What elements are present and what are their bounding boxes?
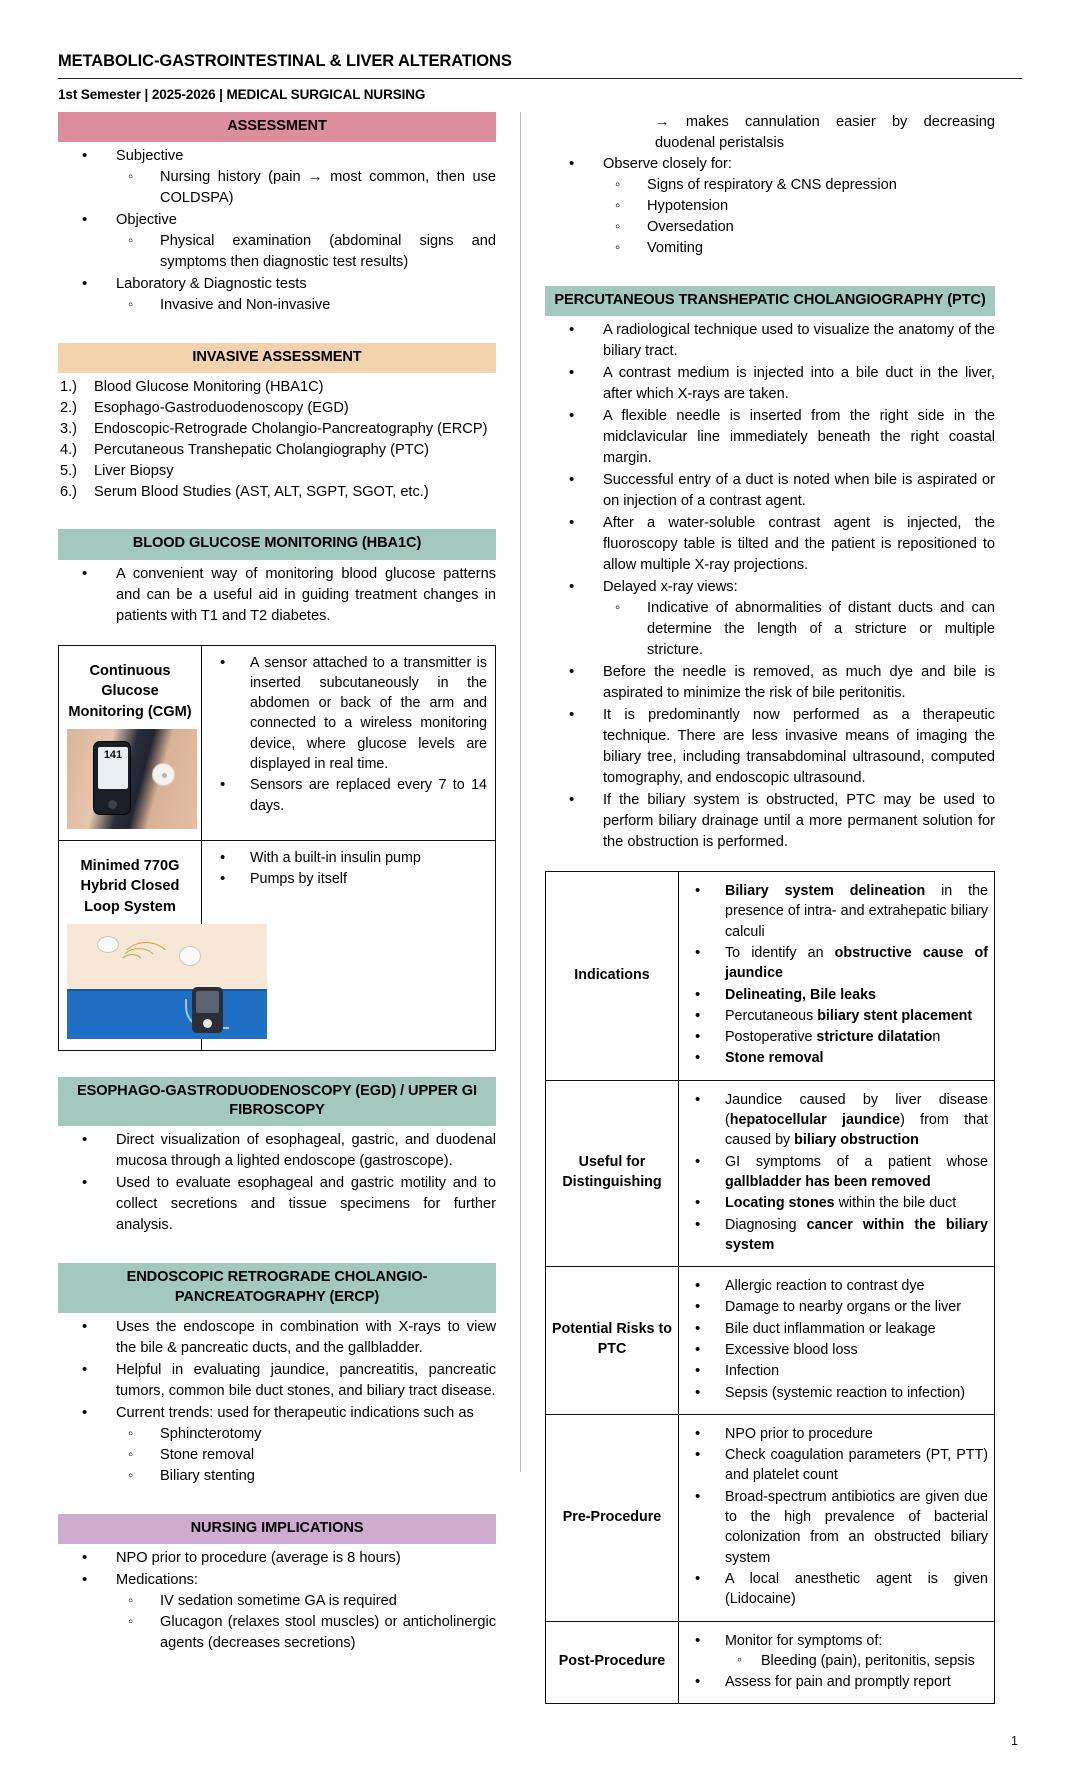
- blood-glucose-list: [58, 564, 496, 627]
- list-item: ◦ Stone removal: [108, 1445, 496, 1466]
- cgm-sensor-icon: [152, 763, 175, 786]
- ptc-row-label-pre: Pre-Procedure: [546, 1414, 679, 1621]
- list-item: ◦ Bleeding (pain), peritonitis, sepsis: [725, 1651, 988, 1671]
- list-item: • Direct visualization of esophageal, gastric, and duodenal mucosa through a lighted endoscope (gastroscope).: [58, 1130, 496, 1172]
- ptc-list: [545, 320, 995, 853]
- list-item: • Sepsis (systemic reaction to infection): [685, 1383, 988, 1403]
- list-item: • After a water-soluble contrast agent is injected, the fluoroscopy table is tilted and the patient is repositioned to allow multiple X-ray projections.: [545, 513, 995, 576]
- list-item: • Pumps by itself: [210, 869, 487, 889]
- table-row: [546, 1621, 995, 1704]
- list-item: • Allergic reaction to contrast dye: [685, 1276, 988, 1296]
- list-item: • Infection: [685, 1361, 988, 1381]
- pump-button-icon: [203, 1019, 212, 1028]
- table-row: [546, 872, 995, 1081]
- list-item: • Biliary system delineation in the presence of intra- and extrahepatic biliary calculi: [685, 881, 988, 942]
- pre-procedure-list: [685, 1424, 988, 1610]
- list-item: • Uses the endoscope in combination with X-rays to view the bile & pancreatic ducts, and the gallbladder.: [58, 1317, 496, 1359]
- list-item: • Before the needle is removed, as much dye and bile is aspirated to minimize the risk of bile peritonitis.: [545, 662, 995, 704]
- list-item: • Helpful in evaluating jaundice, pancreatitis, pancreatic tumors, common bile duct stones, and biliary tract disease.: [58, 1360, 496, 1402]
- ptc-row-label-distinguishing: Useful for Distinguishing: [546, 1080, 679, 1266]
- assessment-list: [58, 146, 496, 316]
- list-item: • Damage to nearby organs or the liver: [685, 1297, 988, 1317]
- invasive-assessment-list: [58, 377, 496, 503]
- table-row: [59, 645, 496, 840]
- list-item: • Used to evaluate esophageal and gastric motility and to collect secretions and tissue specimens for further analysis.: [58, 1173, 496, 1236]
- minimed-row-label: Minimed 770G Hybrid Closed Loop System: [80, 857, 180, 916]
- list-item: • Monitor for symptoms of: ◦ Bleeding (pain), peritonitis, sepsis: [685, 1631, 988, 1672]
- list-item: • A convenient way of monitoring blood glucose patterns and can be a useful aid in guiding treatment changes in patients with T1 and T2 diabetes.: [58, 564, 496, 627]
- table-row: [59, 840, 496, 1050]
- cgm-points-list: [210, 653, 487, 816]
- list-item: • A flexible needle is inserted from the right side in the midclavicular line immediately beneath the right coastal margin.: [545, 406, 995, 469]
- list-item: • GI symptoms of a patient whose gallbladder has been removed: [685, 1152, 988, 1193]
- list-item: 5.) Liver Biopsy: [60, 463, 174, 480]
- list-item: • Check coagulation parameters (PT, PTT) and platelet count: [685, 1445, 988, 1486]
- list-item: ◦ Signs of respiratory & CNS depression: [595, 175, 995, 196]
- list-item: • To identify an obstructive cause of jaundice: [685, 943, 988, 984]
- minimed-points-list: [210, 848, 487, 890]
- list-item: ◦ Biliary stenting: [108, 1466, 496, 1487]
- blood-glucose-banner: BLOOD GLUCOSE MONITORING (HBA1C): [58, 529, 496, 559]
- page-subtitle: 1st Semester | 2025-2026 | MEDICAL SURGICAL NURSING: [58, 86, 426, 102]
- ptc-row-label-post: Post-Procedure: [546, 1621, 679, 1704]
- list-item: • Bile duct inflammation or leakage: [685, 1319, 988, 1339]
- ptc-row-body-indications: [679, 872, 995, 1081]
- list-item: • Stone removal: [685, 1048, 988, 1068]
- list-item: • If the biliary system is obstructed, PTC may be used to perform biliary drainage until a more permanent solution for the obstruction is performed.: [545, 790, 995, 853]
- meter-reading: 141: [98, 747, 128, 789]
- column-divider: [520, 112, 521, 1472]
- list-item: 6.) Serum Blood Studies (AST, ALT, SGPT, SGOT, etc.): [60, 484, 429, 501]
- list-item: • Objective ◦ Physical examination (abdominal signs and symptoms then diagnostic test results): [58, 210, 496, 273]
- ercp-banner: ENDOSCOPIC RETROGRADE CHOLANGIO-PANCREATOGRAPHY (ERCP): [58, 1263, 496, 1313]
- pump-screen: [196, 991, 219, 1013]
- ptc-details-table: [545, 871, 995, 1704]
- list-item: ◦ Glucagon (relaxes stool muscles) or anticholinergic agents (decreases secretions): [108, 1612, 496, 1654]
- title-divider: [58, 78, 1022, 79]
- list-item: ◦ Vomiting: [595, 238, 995, 259]
- list-item: • A contrast medium is injected into a bile duct in the liver, after which X-rays are taken.: [545, 363, 995, 405]
- list-item: ◦ Sphincterotomy: [108, 1424, 496, 1445]
- list-item: 3.) Endoscopic-Retrograde Cholangio-Pancreatography (ERCP): [60, 421, 488, 438]
- list-item: ◦ Indicative of abnormalities of distant ducts and can determine the length of a stricture or multiple stricture.: [595, 598, 995, 661]
- cgm-points-cell: [202, 645, 496, 840]
- list-item: • Laboratory & Diagnostic tests ◦ Invasive and Non-invasive: [58, 274, 496, 316]
- list-item: • Sensors are replaced every 7 to 14 days.: [210, 775, 487, 816]
- ercp-list: [58, 1317, 496, 1487]
- list-item: ◦ Hypotension: [595, 196, 995, 217]
- indications-list: [685, 881, 988, 1069]
- list-item: • Jaundice caused by liver disease (hepatocellular jaundice) from that caused by biliary obstruction: [685, 1090, 988, 1151]
- meter-button-icon: [108, 800, 117, 809]
- list-item: • A local anesthetic agent is given (Lidocaine): [685, 1569, 988, 1610]
- list-item: • Subjective ◦ Nursing history (pain → most common, then use COLDSPA): [58, 146, 496, 209]
- egd-banner: ESOPHAGO-GASTRODUODENOSCOPY (EGD) / UPPER GI FIBROSCOPY: [58, 1077, 496, 1127]
- page-number: 1: [1011, 1734, 1018, 1748]
- cgm-photo: [67, 729, 197, 829]
- wireless-waves-icon: [119, 944, 179, 988]
- list-item: • Delayed x-ray views: ◦ Indicative of abnormalities of distant ducts and can determine the length of a stricture or multiple stricture.: [545, 577, 995, 661]
- list-item: • With a built-in insulin pump: [210, 848, 487, 868]
- ptc-banner: PERCUTANEOUS TRANSHEPATIC CHOLANGIOGRAPHY (PTC): [545, 286, 995, 316]
- list-item: • A radiological technique used to visualize the anatomy of the biliary tract.: [545, 320, 995, 362]
- nursing-implications-list: [58, 1548, 496, 1654]
- list-item: 4.) Percutaneous Transhepatic Cholangiography (PTC): [60, 442, 430, 459]
- list-item: • Delineating, Bile leaks: [685, 985, 988, 1005]
- list-item: • Medications: ◦ IV sedation sometime GA is required ◦ Glucagon (relaxes stool muscles) or anticholinergic agents (decreases secretions): [58, 1570, 496, 1654]
- distinguishing-list: [685, 1090, 988, 1255]
- minimed-diagram: [67, 924, 267, 1039]
- list-item: • NPO prior to procedure (average is 8 hours): [58, 1548, 496, 1569]
- nursing-implications-banner: NURSING IMPLICATIONS: [58, 1514, 496, 1544]
- list-item: • Postoperative stricture dilatation: [685, 1027, 988, 1047]
- infusion-site-icon: [179, 946, 201, 966]
- two-column-body: [58, 112, 1022, 1712]
- list-item: ◦ Nursing history (pain → most common, then use COLDSPA): [108, 167, 496, 209]
- guardian-link-transmitter-icon: [97, 936, 119, 953]
- ptc-row-body-pre: [679, 1414, 995, 1621]
- list-item: ◦ Oversedation: [595, 217, 995, 238]
- ercp-continuation-text: → makes cannulation easier by decreasing duodenal peristalsis: [655, 113, 995, 151]
- glucose-meter-icon: [93, 741, 131, 815]
- cgm-row-label: Continuous Glucose Monitoring (CGM): [68, 662, 192, 720]
- list-item: • It is predominantly now performed as a therapeutic technique. There are less invasive means of imaging the biliary tree, including transabdominal ultrasound, computed tomography, and endoscopic ultrasound.: [545, 705, 995, 789]
- invasive-assessment-banner: INVASIVE ASSESSMENT: [58, 343, 496, 373]
- ptc-row-body-distinguishing: [679, 1080, 995, 1266]
- list-item: • Successful entry of a duct is noted when bile is aspirated or on injection of a contrast agent.: [545, 470, 995, 512]
- ptc-row-body-risks: [679, 1267, 995, 1415]
- list-item: • Excessive blood loss: [685, 1340, 988, 1360]
- minimed-label-cell: [59, 840, 202, 1050]
- table-row: [546, 1080, 995, 1266]
- list-item: ◦ IV sedation sometime GA is required: [108, 1591, 496, 1612]
- list-item: • Locating stones within the bile duct: [685, 1193, 988, 1213]
- list-item: • Current trends: used for therapeutic indications such as ◦ Sphincterotomy ◦ Stone removal ◦ Biliary stenting: [58, 1403, 496, 1487]
- post-procedure-list: [685, 1631, 988, 1693]
- cgm-table: [58, 645, 496, 1051]
- insulin-pump-icon: [192, 987, 223, 1033]
- list-item: • Percutaneous biliary stent placement: [685, 1006, 988, 1026]
- list-item: • Broad-spectrum antibiotics are given due to the high prevalence of bacterial colonization from an obstructed biliary system: [685, 1487, 988, 1568]
- risks-list: [685, 1276, 988, 1403]
- list-item: 1.) Blood Glucose Monitoring (HBA1C): [60, 379, 324, 396]
- ptc-row-body-post: [679, 1621, 995, 1704]
- cgm-label-cell: [59, 645, 202, 840]
- egd-list: [58, 1130, 496, 1236]
- ptc-row-label-indications: Indications: [546, 872, 679, 1081]
- list-item: • Assess for pain and promptly report: [685, 1672, 988, 1692]
- list-item: 2.) Esophago-Gastroduodenoscopy (EGD): [60, 400, 349, 417]
- table-row: [546, 1414, 995, 1621]
- jeans-illustration: [67, 989, 267, 1039]
- left-column: [58, 112, 520, 1712]
- list-item: • NPO prior to procedure: [685, 1424, 988, 1444]
- list-item: • Observe closely for: ◦ Signs of respiratory & CNS depression ◦ Hypotension ◦ Oversedation ◦ Vomiting: [545, 154, 995, 259]
- list-item: ◦ Invasive and Non-invasive: [108, 295, 496, 316]
- list-item: ◦ Physical examination (abdominal signs and symptoms then diagnostic test results): [108, 231, 496, 273]
- list-item: • Diagnosing cancer within the biliary system: [685, 1215, 988, 1256]
- table-row: [546, 1267, 995, 1415]
- ptc-row-label-risks: Potential Risks to PTC: [546, 1267, 679, 1415]
- list-item: • A sensor attached to a transmitter is inserted subcutaneously in the abdomen or back of the arm and connected to a wireless monitoring device, where glucose levels are displayed in real time.: [210, 653, 487, 775]
- page-title: METABOLIC-GASTROINTESTINAL & LIVER ALTERATIONS: [58, 52, 512, 70]
- right-column: [539, 112, 995, 1712]
- assessment-banner: ASSESSMENT: [58, 112, 496, 142]
- observe-closely-list: [545, 154, 995, 259]
